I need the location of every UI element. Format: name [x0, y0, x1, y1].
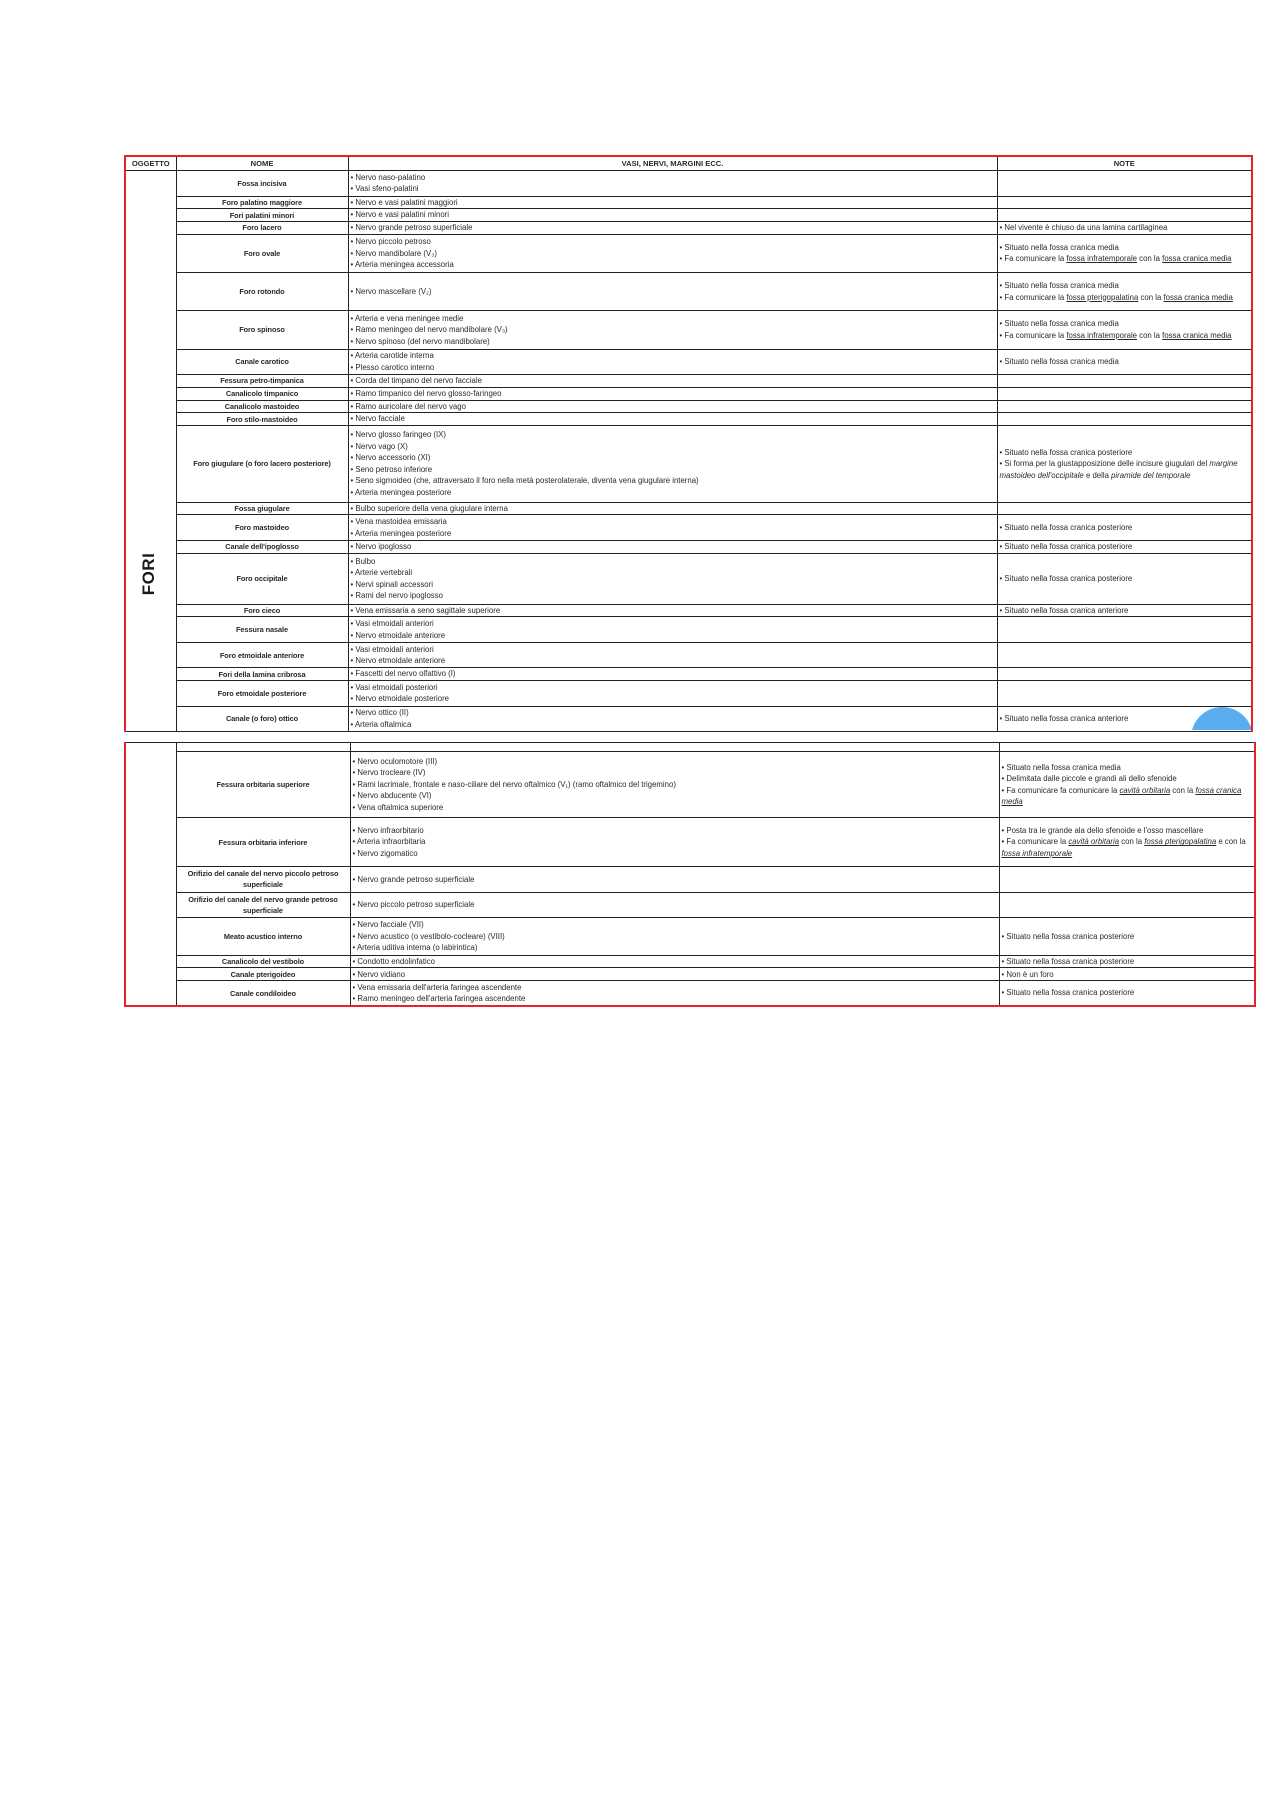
vasi-item: • Nervo piccolo petroso superficiale — [352, 900, 475, 910]
vasi-item: • Bulbo — [350, 556, 376, 566]
vasi-cell — [348, 604, 997, 617]
vasi-item: • Nervo spinoso (del nervo mandibolare) — [350, 336, 490, 346]
note-cell — [999, 867, 1255, 893]
note-underlined-term: fossa cranica media — [1162, 330, 1232, 340]
table-row — [125, 311, 1252, 349]
note-cell — [999, 892, 1255, 918]
foramen-name: Fessura petro-timpanica — [176, 375, 348, 388]
table-row — [125, 553, 1252, 604]
foramen-name: Canale pterigoideo — [176, 968, 350, 981]
vasi-item: • Nervo grande petroso superficiale — [350, 223, 473, 233]
note-cell — [997, 375, 1252, 388]
vasi-item: • Nervo accessorio (XI) — [350, 453, 431, 463]
vasi-item: • Plesso carotico interno — [350, 362, 435, 372]
note-text: • Fa comunicare la — [999, 330, 1067, 340]
note-cell — [999, 752, 1255, 818]
vasi-item: • Vena oftalmica superiore — [352, 802, 444, 812]
note-cell — [997, 668, 1252, 681]
note-cell — [997, 502, 1252, 515]
vasi-item: • Nervo mascellare (V₂) — [350, 286, 432, 296]
note-cell — [997, 604, 1252, 617]
nome-cell — [176, 743, 350, 752]
table-row — [125, 867, 1255, 893]
vasi-item: • Rami del nervo ipoglosso — [350, 591, 443, 600]
table-row — [125, 413, 1252, 426]
note-cell — [997, 349, 1252, 375]
note-text: e con la — [1216, 837, 1246, 847]
note-text: con la — [1137, 254, 1163, 264]
foramen-name: Canalicolo timpanico — [176, 387, 348, 400]
note-cell — [997, 222, 1252, 235]
vasi-item: • Vasi sfeno-palatini — [350, 184, 419, 194]
table-row — [125, 540, 1252, 553]
note-item — [1002, 956, 1253, 968]
vasi-cell — [348, 553, 997, 604]
vasi-item: • Arteria meningea posteriore — [350, 487, 452, 497]
note-text: • Situato nella fossa cranica media — [1001, 762, 1121, 772]
note-text: • Situato nella fossa cranica posteriore — [999, 447, 1133, 457]
vasi-cell — [348, 413, 997, 426]
vasi-cell — [348, 349, 997, 375]
foramen-name: Fessura nasale — [176, 617, 348, 643]
foramen-name: Foro rotondo — [176, 273, 348, 311]
note-cell — [997, 515, 1252, 541]
note-underlined-term: fossa cranica media — [1163, 292, 1233, 302]
note-item — [1000, 292, 1250, 304]
note-text: • Fa comunicare fa comunicare la — [1001, 785, 1120, 795]
vasi-item: • Nervo glosso faringeo (IX) — [350, 430, 446, 440]
note-text: • Situato nella fossa cranica posteriore — [1001, 988, 1135, 998]
vasi-item: • Nervo piccolo petroso — [350, 237, 431, 247]
vasi-item: • Seno petroso inferiore — [350, 464, 433, 474]
table-row — [125, 892, 1255, 918]
note-item — [1002, 825, 1253, 837]
floating-button-clip — [1189, 705, 1251, 730]
note-cell — [999, 955, 1255, 968]
oggetto-cell — [125, 171, 176, 732]
vasi-item: • Ramo auricolare del nervo vago — [350, 401, 466, 411]
table-row — [125, 234, 1252, 272]
table-row — [125, 604, 1252, 617]
vasi-item: • Nervo vago (X) — [350, 441, 408, 451]
note-underlined-term: fossa cranica media — [1001, 785, 1242, 807]
vasi-item: • Nervo zigomatico — [352, 848, 418, 858]
vasi-item: • Nervi spinali accessori — [350, 579, 433, 589]
vasi-item: • Corda del timpano del nervo facciale — [350, 376, 482, 386]
vasi-item: • Vena emissaria dell'arteria faringea ascendente — [352, 982, 522, 992]
vasi-item: • Nervo mandibolare (V₃) — [350, 248, 438, 258]
table-row — [125, 668, 1252, 681]
note-text: • Nel vivente è chiuso da una lamina cartilaginea — [999, 223, 1168, 233]
note-text: con la — [1137, 330, 1163, 340]
foramen-name: Canale dell'ipoglosso — [176, 540, 348, 553]
note-text: • Situato nella fossa cranica anteriore — [999, 605, 1129, 615]
foramen-name: Foro etmoidale anteriore — [176, 642, 348, 668]
foramen-name: Foro giugulare (o foro lacero posteriore) — [176, 426, 348, 503]
vasi-item: • Vena mastoidea emissaria — [350, 517, 447, 526]
foramen-name: Foro spinoso — [176, 311, 348, 349]
note-item — [1000, 541, 1250, 553]
vasi-item: • Nervo etmoidale anteriore — [350, 630, 446, 640]
foramen-name: Orifizio del canale del nervo grande petroso superficiale — [176, 892, 350, 918]
note-cell — [997, 400, 1252, 413]
note-cell — [997, 209, 1252, 222]
table-row — [125, 426, 1252, 503]
vasi-item: • Arteria carotide interna — [350, 351, 434, 361]
vasi-item: • Vasi etmoidali anteriori — [350, 644, 434, 654]
header-vasi: VASI, NERVI, MARGINI ECC. — [348, 156, 997, 171]
note-item — [1002, 785, 1253, 808]
vasi-cell — [350, 892, 999, 918]
note-cell — [997, 617, 1252, 643]
vasi-cell — [348, 375, 997, 388]
table-row — [125, 515, 1252, 541]
note-item — [1000, 280, 1250, 292]
vasi-item: • Nervo trocleare (IV) — [352, 768, 426, 778]
vasi-item: • Nervo etmoidale posteriore — [350, 694, 450, 704]
foramina-table-continued — [124, 742, 1256, 1007]
vasi-item: • Arteria e vena meningee medie — [350, 313, 464, 323]
vasi-item: • Nervo naso-palatino — [350, 172, 426, 182]
note-text: • Situato nella fossa cranica posteriore — [999, 573, 1133, 583]
foramen-name: Fessura orbitaria superiore — [176, 752, 350, 818]
vasi-item: • Condotto endolinfatico — [352, 956, 435, 966]
note-cell — [997, 387, 1252, 400]
table-row — [125, 273, 1252, 311]
foramen-name: Fossa giugulare — [176, 502, 348, 515]
vasi-item: • Nervo e vasi palatini minori — [350, 210, 449, 220]
note-text: • Situato nella fossa cranica media — [999, 357, 1119, 366]
foramen-name: Canalicolo mastoideo — [176, 400, 348, 413]
vasi-cell — [348, 617, 997, 643]
foramen-name: Foro palatino maggiore — [176, 196, 348, 209]
note-item — [1000, 447, 1250, 459]
vasi-item: • Vena emissaria a seno sagittale superiore — [350, 605, 501, 615]
vasi-item: • Nervo vidiano — [352, 969, 406, 979]
foramen-name: Foro etmoidale posteriore — [176, 681, 348, 707]
table-body-continued — [125, 743, 1255, 1007]
note-item — [1002, 931, 1253, 943]
table-row — [125, 375, 1252, 388]
oggetto-cell — [125, 743, 176, 1007]
note-item — [1000, 242, 1250, 254]
vasi-item: • Arteria meningea posteriore — [350, 528, 452, 538]
table-row — [125, 171, 1252, 197]
vasi-cell — [350, 968, 999, 981]
vasi-item: • Vasi etmoidali posteriori — [350, 682, 438, 692]
note-text: • Situato nella fossa cranica posteriore — [999, 541, 1133, 551]
table-row — [125, 617, 1252, 643]
table-row — [125, 706, 1252, 732]
vasi-item: • Rami lacrimale, frontale e naso-ciliare del nervo oftalmico (V₁) (ramo oftalmico del trigemino) — [352, 779, 676, 789]
note-text: • Situato nella fossa cranica posteriore — [1001, 956, 1135, 966]
note-underlined-term: fossa infratemporale — [1001, 848, 1073, 858]
vasi-item: • Ramo meningeo dell'arteria faringea ascendente — [352, 994, 526, 1004]
note-cell — [999, 968, 1255, 981]
foramen-name: Fessura orbitaria inferiore — [176, 818, 350, 867]
note-item — [1000, 356, 1250, 368]
note-cell — [997, 540, 1252, 553]
note-item — [1002, 773, 1253, 785]
note-item — [1000, 522, 1250, 534]
vasi-cell — [348, 222, 997, 235]
table-body — [125, 171, 1252, 732]
table-row — [125, 955, 1255, 968]
vasi-item: • Nervo facciale — [350, 414, 405, 424]
note-item — [1002, 969, 1253, 981]
vasi-item: • Nervo acustico (o vestibolo-cocleare) (VIII) — [352, 931, 505, 941]
vasi-item: • Nervo e vasi palatini maggiori — [350, 197, 458, 207]
foramen-name: Orifizio del canale del nervo piccolo petroso superficiale — [176, 867, 350, 893]
vasi-item: • Arteria meningea accessoria — [350, 260, 454, 270]
vasi-item: • Nervo ipoglosso — [350, 541, 412, 551]
note-item — [1000, 573, 1250, 585]
foramen-name: Fori della lamina cribrosa — [176, 668, 348, 681]
floating-chat-button[interactable] — [1191, 707, 1251, 730]
vasi-item: • Arteria uditiva interna (o labirintica) — [352, 943, 478, 953]
vasi-item: • Vasi etmoidali anteriori — [350, 619, 434, 628]
vasi-item: • Ramo timpanico del nervo glosso-faringeo — [350, 388, 502, 398]
note-item — [1000, 222, 1250, 234]
vasi-item: • Ramo meningeo del nervo mandibolare (V₃) — [350, 325, 508, 335]
table-row — [125, 387, 1252, 400]
note-cell — [997, 273, 1252, 311]
table-row — [125, 818, 1255, 867]
header-note: NOTE — [997, 156, 1252, 171]
foramen-name: Canale condiloideo — [176, 981, 350, 1007]
vasi-item: • Arteria oftalmica — [350, 719, 412, 729]
vasi-cell — [350, 743, 999, 752]
note-item — [1002, 836, 1253, 859]
table-row — [125, 752, 1255, 818]
group-label-fori: FORI — [139, 552, 158, 596]
note-cell — [997, 413, 1252, 426]
foramen-name: Foro occipitale — [176, 553, 348, 604]
vasi-cell — [348, 273, 997, 311]
note-italic-term: piramide del temporale — [1111, 470, 1191, 480]
foramen-name: Fossa incisiva — [176, 171, 348, 197]
foramen-name: Canale (o foro) ottico — [176, 706, 348, 732]
note-cell — [997, 426, 1252, 503]
vasi-cell — [348, 515, 997, 541]
table-row — [125, 209, 1252, 222]
note-underlined-term: fossa infratemporale — [1066, 330, 1138, 340]
note-item — [1000, 318, 1250, 330]
note-cell — [997, 553, 1252, 604]
table-row — [125, 918, 1255, 955]
note-text: con la — [1138, 292, 1164, 302]
vasi-item: • Fascetti del nervo olfattivo (I) — [350, 669, 456, 679]
note-cell — [999, 743, 1255, 752]
note-item — [1000, 253, 1250, 265]
note-item — [1002, 987, 1253, 999]
note-item — [1000, 605, 1250, 617]
foramen-name: Foro mastoideo — [176, 515, 348, 541]
note-text: • Posta tra le grande ala dello sfenoide e l'osso mascellare — [1001, 825, 1204, 835]
vasi-cell — [348, 540, 997, 553]
note-cell — [997, 234, 1252, 272]
vasi-cell — [348, 311, 997, 349]
header-nome: NOME — [176, 156, 348, 171]
note-text: • Fa comunicare la — [1001, 837, 1069, 847]
vasi-cell — [348, 681, 997, 707]
note-underlined-term: fossa pterigopalatina — [1066, 292, 1139, 302]
note-text: • Situato nella fossa cranica posteriore — [999, 522, 1133, 532]
vasi-cell — [350, 752, 999, 818]
table-row — [125, 349, 1252, 375]
vasi-item: • Nervo ottico (II) — [350, 708, 409, 718]
note-cell — [999, 981, 1255, 1007]
note-underlined-term: cavità orbitaria — [1068, 837, 1120, 847]
vasi-cell — [348, 426, 997, 503]
vasi-cell — [350, 981, 999, 1007]
foramen-name: Foro ovale — [176, 234, 348, 272]
note-text: • Si forma per la giustapposizione delle incisure giugulari del — [999, 459, 1210, 468]
header-row — [125, 156, 1252, 171]
table-row — [125, 968, 1255, 981]
note-cell — [997, 681, 1252, 707]
vasi-item: • Arteria infraorbitaria — [352, 837, 426, 847]
note-text: • Situato nella fossa cranica anteriore — [999, 714, 1129, 723]
vasi-item: • Nervo infraorbitario — [352, 825, 424, 835]
note-text: • Non è un foro — [1001, 969, 1054, 979]
table-row — [125, 222, 1252, 235]
table-row — [125, 981, 1255, 1007]
note-text: • Situato nella fossa cranica media — [999, 242, 1119, 252]
vasi-cell — [348, 706, 997, 732]
continuation-strip-row — [125, 743, 1255, 752]
note-item — [1000, 458, 1250, 481]
table-row — [125, 642, 1252, 668]
vasi-item: • Arterie vertebrali — [350, 568, 413, 577]
note-text: • Situato nella fossa cranica media — [999, 319, 1119, 329]
vasi-cell — [348, 502, 997, 515]
foramen-name: Fori palatini minori — [176, 209, 348, 222]
note-text: con la — [1170, 785, 1196, 795]
vasi-cell — [350, 818, 999, 867]
table-row — [125, 681, 1252, 707]
note-text: • Fa comunicare la — [999, 292, 1067, 302]
header-oggetto: OGGETTO — [125, 156, 176, 171]
vasi-cell — [348, 234, 997, 272]
note-item — [1002, 762, 1253, 774]
note-underlined-term: fossa pterigopalatina — [1144, 837, 1217, 847]
vasi-cell — [350, 918, 999, 955]
note-text: • Fa comunicare la — [999, 254, 1067, 264]
vasi-item: • Nervo facciale (VII) — [352, 920, 424, 930]
note-cell — [997, 171, 1252, 197]
note-text: e della — [1083, 470, 1112, 480]
vasi-item: • Nervo grande petroso superficiale — [352, 874, 475, 884]
note-cell — [997, 196, 1252, 209]
note-text: con la — [1119, 837, 1145, 847]
note-underlined-term: fossa infratemporale — [1066, 254, 1138, 264]
note-cell — [997, 642, 1252, 668]
note-underlined-term: fossa cranica media — [1162, 254, 1232, 264]
vasi-cell — [348, 400, 997, 413]
foramen-name: Canalicolo del vestibolo — [176, 955, 350, 968]
table-row — [125, 400, 1252, 413]
table-row — [125, 196, 1252, 209]
note-cell — [997, 311, 1252, 349]
foramina-table — [124, 155, 1253, 732]
vasi-cell — [348, 196, 997, 209]
vasi-cell — [348, 668, 997, 681]
vasi-item: • Nervo abducente (VI) — [352, 791, 432, 801]
foramen-name: Foro stilo-mastoideo — [176, 413, 348, 426]
foramen-name: Meato acustico interno — [176, 918, 350, 955]
vasi-cell — [350, 955, 999, 968]
vasi-item: • Nervo oculomotore (III) — [352, 756, 438, 766]
note-text: • Situato nella fossa cranica posteriore — [1001, 931, 1135, 941]
vasi-cell — [348, 171, 997, 197]
vasi-cell — [348, 209, 997, 222]
vasi-cell — [348, 387, 997, 400]
note-underlined-term: cavità orbitaria — [1119, 785, 1171, 795]
foramen-name: Canale carotico — [176, 349, 348, 375]
note-cell — [999, 918, 1255, 955]
vasi-cell — [348, 642, 997, 668]
note-cell — [999, 818, 1255, 867]
foramen-name: Foro cieco — [176, 604, 348, 617]
foramen-name: Foro lacero — [176, 222, 348, 235]
note-text: • Delimitata dalle piccole e grandi ali dello sfenoide — [1001, 774, 1177, 784]
table-row — [125, 502, 1252, 515]
vasi-item: • Bulbo superiore della vena giugulare interna — [350, 503, 508, 513]
note-item — [1000, 330, 1250, 342]
vasi-item: • Seno sigmoideo (che, attraversato il foro nella metà posterolaterale, diventa vena giugulare interna) — [350, 476, 699, 486]
note-italic-term: margine mastoideo dell'occipitale — [999, 459, 1238, 480]
vasi-cell — [350, 867, 999, 893]
vasi-item: • Nervo etmoidale anteriore — [350, 656, 446, 665]
note-text: • Situato nella fossa cranica media — [999, 281, 1119, 291]
